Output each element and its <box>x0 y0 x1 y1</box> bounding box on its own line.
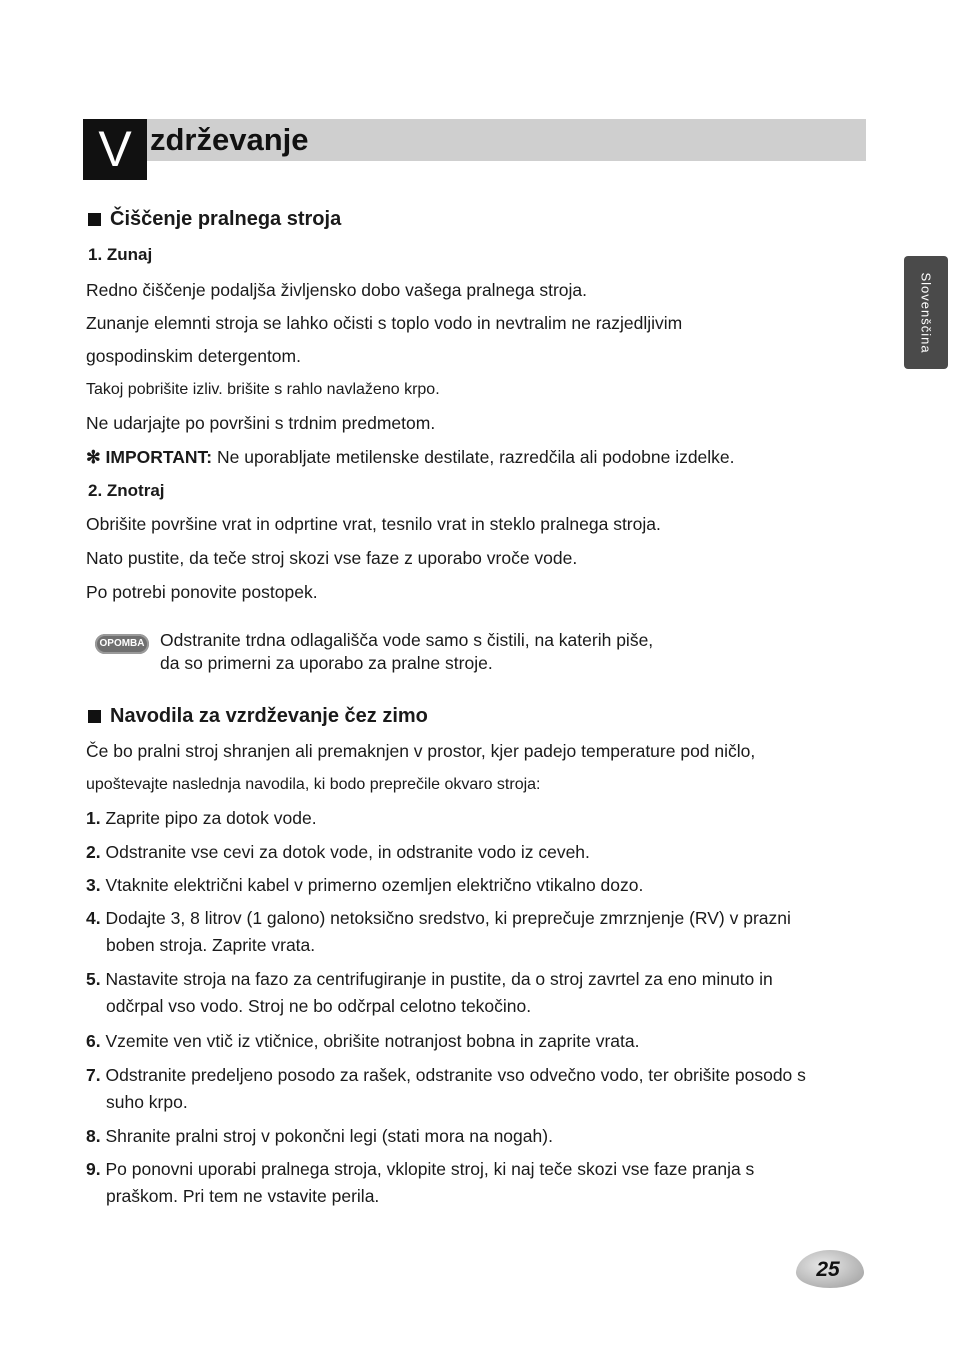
list-item <box>86 908 791 956</box>
list-item <box>86 1126 553 1147</box>
list-text: Odstranite predeljeno posodo za rašek, odstranite vso odvečno vodo, ter obrišite posodo s <box>100 1065 806 1085</box>
paragraph-line: Nato pustite, da teče stroj skozi vse faze z uporabo vroče vode. <box>86 548 578 568</box>
list-text-continued: odčrpal vso vodo. Stroj ne bo odčrpal celotno tekočino. <box>106 996 532 1016</box>
important-text: Ne uporabljate metilenske destilate, razredčila ali podobne izdelke. <box>212 447 735 467</box>
list-number: 5. <box>86 969 101 989</box>
list-item <box>86 969 773 1017</box>
list-text-continued: boben stroja. Zaprite vrata. <box>106 935 316 955</box>
section-heading-winter <box>88 705 428 728</box>
list-text: Vtaknite električni kabel v primerno ozemljen električno vtikalno dozo. <box>100 875 644 895</box>
paragraph-line: gospodinskim detergentom. <box>86 346 301 366</box>
page-title: zdrževanje <box>150 122 309 157</box>
list-text-continued: praškom. Pri tem ne vstavite perila. <box>106 1186 380 1206</box>
list-item <box>86 1065 806 1113</box>
list-text: Nastavite stroja na fazo za centrifugiranje in pustite, da o stroj zavrtel za eno minuto in <box>100 969 773 989</box>
paragraph-line: Ne udarjajte po površini s trdnim predmetom. <box>86 413 436 433</box>
list-item <box>86 1031 639 1052</box>
note-badge: OPOMBA <box>95 634 149 654</box>
important-label: ✻ IMPORTANT: <box>86 447 213 467</box>
paragraph-line: Takoj pobrišite izliv. brišite s rahlo navlaženo krpo. <box>86 381 440 398</box>
list-text-continued: suho krpo. <box>106 1092 188 1112</box>
list-number: 3. <box>86 875 101 895</box>
note-line: da so primerni za uporabo za pralne stroje. <box>160 653 493 673</box>
note-line: Odstranite trdna odlagališča vode samo s čistili, na katerih piše, <box>160 630 654 650</box>
list-number: 2. <box>86 842 101 862</box>
subheading-inside: 2. Znotraj <box>88 481 165 500</box>
list-text: Zaprite pipo za dotok vode. <box>100 808 317 828</box>
paragraph-line: Redno čiščenje podaljša življensko dobo vašega pralnega stroja. <box>86 280 588 300</box>
intro-line: Če bo pralni stroj shranjen ali premaknjen v prostor, kjer padejo temperature pod ničlo, <box>86 741 756 761</box>
paragraph-line: Po potrebi ponovite postopek. <box>86 582 318 602</box>
important-notice <box>86 447 735 468</box>
list-text: Odstranite vse cevi za dotok vode, in odstranite vodo iz ceveh. <box>100 842 590 862</box>
list-number: 6. <box>86 1031 101 1051</box>
bullet-square-icon <box>88 710 101 723</box>
title-initial-letter: V <box>83 119 147 180</box>
page-number: 25 <box>816 1258 840 1281</box>
list-number: 9. <box>86 1159 101 1179</box>
list-text: Shranite pralni stroj v pokončni legi (stati mora na nogah). <box>100 1126 553 1146</box>
language-tab-label: Slovenščina <box>918 271 934 354</box>
paragraph-line: Zunanje elemnti stroja se lahko očisti s toplo vodo in nevtralim ne razjedljivim <box>86 313 683 333</box>
paragraph-line: Obrišite površine vrat in odprtine vrat, tesnilo vrat in steklo pralnega stroja. <box>86 514 661 534</box>
list-item <box>86 808 317 829</box>
subheading-outside: 1. Zunaj <box>88 245 153 264</box>
list-text: Po ponovni uporabi pralnega stroja, vklopite stroj, ki naj teče skozi vse faze pranja s <box>100 1159 755 1179</box>
section-heading-cleaning <box>88 208 341 231</box>
list-number: 1. <box>86 808 101 828</box>
language-tab <box>904 256 948 369</box>
list-text: Vzemite ven vtič iz vtičnice, obrišite notranjost bobna in zaprite vrata. <box>100 1031 640 1051</box>
section-heading-text: Čiščenje pralnega stroja <box>110 208 342 230</box>
list-number: 7. <box>86 1065 101 1085</box>
list-item <box>86 1159 754 1207</box>
list-number: 8. <box>86 1126 101 1146</box>
list-number: 4. <box>86 908 101 928</box>
list-item <box>86 875 643 896</box>
list-item <box>86 842 590 863</box>
intro-line: upoštevajte naslednja navodila, ki bodo preprečile okvaro stroja: <box>86 776 541 793</box>
list-text: Dodajte 3, 8 litrov (1 galono) netoksično sredstvo, ki preprečuje zmrznjenje (RV) v prazni <box>100 908 791 928</box>
section-heading-text: Navodila za vzrdževanje čez zimo <box>110 705 428 727</box>
bullet-square-icon <box>88 213 101 226</box>
